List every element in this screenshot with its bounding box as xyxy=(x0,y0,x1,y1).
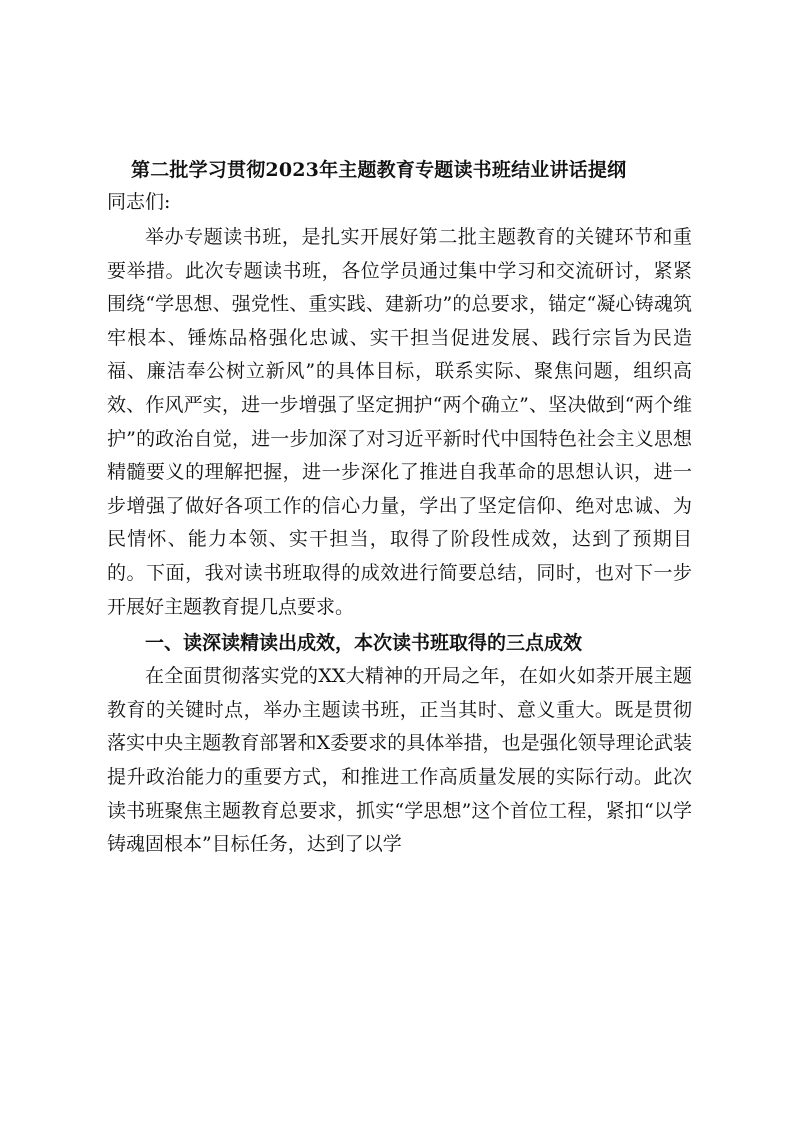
document-body xyxy=(107,154,692,862)
section-paragraph: 在全面贯彻落实党的XX大精神的开局之年，在如火如荼开展主题教育的关键时点，举办主题读书班，正当其时、意义重大。既是贯彻落实中央主题教育部署和X委要求的具体举措，也是强化领导理论武装提升政治能力的重要方式，和推进工作高质量发展的实际行动。此次读书班聚焦主题教育总要求，抓实“学思想”这个首位工程，紧扣“以学铸魂固根本”目标任务，达到了以学 xyxy=(107,665,692,856)
intro-paragraph: 举办专题读书班，是扎实开展好第二批主题教育的关键环节和重要举措。此次专题读书班，各位学员通过集中学习和交流研讨，紧紧围绕“学思想、强党性、重实践、建新功”的总要求，锚定“凝心铸魂筑牢根本、锤炼品格强化忠诚、实干担当促进发展、践行宗旨为民造福、廉洁奉公树立新风”的具体目标，联系实际、聚焦问题，组织高效、作风严实，进一步增强了坚定拥护“两个确立”、坚决做到“两个维护”的政治自觉，进一步加深了对习近平新时代中国特色社会主义思想精髓要义的理解把握，进一步深化了推进自我革命的思想认识，进一步增强了做好各项工作的信心力量，学出了坚定信仰、绝对忠诚、为民情怀、能力本领、实干担当，取得了阶段性成效，达到了预期目的。下面，我对读书班取得的成效进行简要总结，同时，也对下一步开展好主题教育提几点要求。 xyxy=(107,226,692,618)
section-heading: 一、读深读精读出成效，本次读书班取得的三点成效 xyxy=(145,632,583,655)
document-title: 第二批学习贯彻2023年主题教育专题读书班结业讲话提纲 xyxy=(131,159,627,181)
salutation: 同志们: xyxy=(107,191,171,213)
